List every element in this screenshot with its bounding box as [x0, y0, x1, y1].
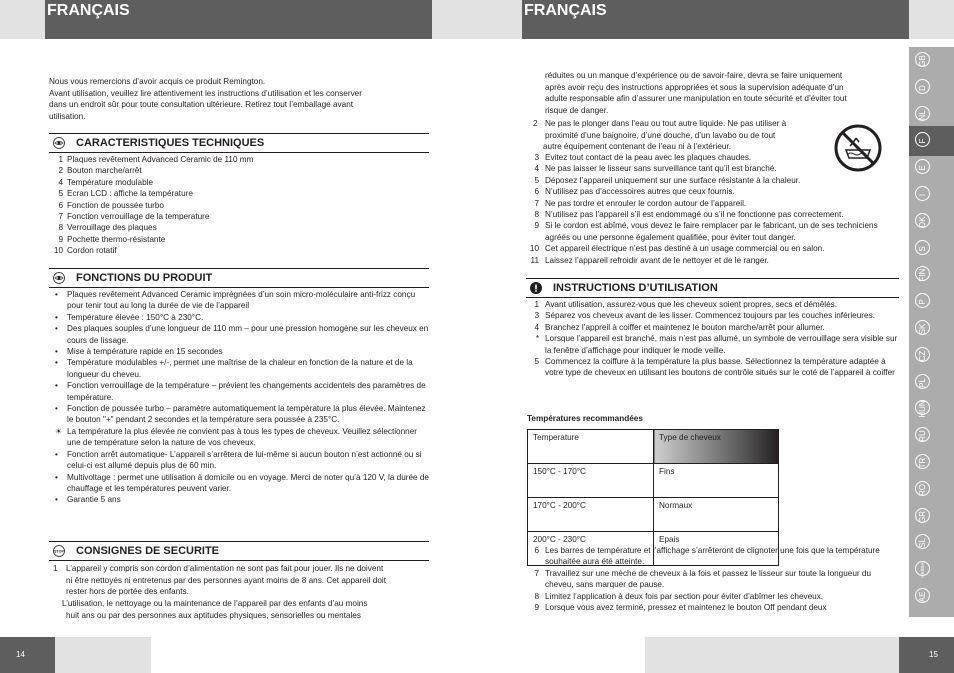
- spec-item: [49, 177, 429, 188]
- feature-item: [49, 312, 431, 323]
- instruction-item-text: Limitez l’application à deux fois par section pour éviter d’abîmer les cheveux.: [545, 591, 824, 601]
- bullet: •: [55, 404, 58, 414]
- safety-item: [527, 209, 887, 220]
- feature-item: [49, 346, 431, 357]
- header-bar-left: [0, 0, 477, 39]
- instruction-item-text: Travaillez sur une mèche de cheveux à la fois et passez le lisseur sur toute la longueur du cheveu, sans marquer de pause.: [545, 568, 872, 590]
- language-tab-label: DK: [918, 216, 927, 228]
- feature-item: [49, 323, 431, 346]
- safety-item-number: 8: [534, 210, 539, 220]
- language-tab-label: PL: [918, 377, 927, 388]
- spec-item: [49, 245, 429, 256]
- spec-item-text: Fonction verrouillage de la temperature: [67, 212, 210, 222]
- feature-item: [49, 472, 431, 495]
- instruction-item-text: Les barres de température et l’affichage s’arrêteront de clignoter une fois que la température souhaitée aura été atteinte.: [545, 546, 880, 567]
- safety-item-line: ni être nettoyés ni entretenus par des personnes ayant moins de 8 ans. Cet appareil doit: [66, 575, 386, 585]
- instruction-item: [527, 568, 899, 591]
- safety-item-number: 11: [530, 255, 539, 265]
- instruction-item-text: Lorsque vous avez terminé, pressez et maintenez le bouton Off pendant deux: [545, 603, 827, 613]
- language-tab-label: RU: [918, 430, 927, 442]
- instruction-item-text: Avant utilisation, assurez-vous que les cheveux soient propres, secs et démêlés.: [545, 300, 838, 309]
- instruction-item: [527, 545, 899, 568]
- instruction-item: [527, 333, 899, 356]
- instruction-item: [527, 299, 899, 310]
- feature-item-text: Fonction arrêt automatique- L’appareil s’arrêtera de lui-même si aucun bouton n’est actionné ou si celui-ci est allumé depuis plus de 60 min.: [67, 449, 422, 471]
- eye-icon: [53, 137, 65, 149]
- eye-icon: [53, 272, 65, 284]
- language-tab-label: FIN: [918, 268, 927, 282]
- language-tab-label: SL: [918, 538, 927, 549]
- temperature-cell: 170°C - 200°C: [528, 498, 654, 532]
- bullet: •: [55, 381, 58, 391]
- safety-item-line: rester hors de portée des enfants.: [66, 587, 189, 596]
- safety-continued-line: après avoir reçu des instructions appropriées et sous la supervision adéquate d’un: [545, 82, 844, 92]
- feature-item: [49, 289, 431, 312]
- page-title-left: FRANÇAIS: [45, 0, 432, 39]
- safety-item: [527, 198, 887, 209]
- instruction-item: [527, 356, 899, 379]
- language-tab-label: D: [918, 84, 927, 91]
- language-tab-label: SK: [918, 323, 927, 335]
- safety-continued-line: risque de danger.: [545, 105, 609, 115]
- language-tab-label: HUN: [918, 400, 927, 419]
- language-tab-fin[interactable]: [914, 264, 932, 286]
- language-tab-label: HR/BIH: [920, 562, 925, 578]
- intro-line: dans un endroit sûr pour toute consultation ultérieure. Retirez tout l’emballage avant: [49, 100, 354, 109]
- safety-item-number: 1: [53, 564, 58, 573]
- spec-item: [49, 188, 429, 199]
- safety-item: [527, 220, 887, 243]
- language-tab-hr-bih[interactable]: [914, 559, 932, 581]
- spec-item-number: 8: [58, 223, 63, 233]
- spec-item-number: 5: [58, 189, 63, 199]
- spec-item-number: 6: [58, 200, 63, 210]
- language-tab-label: P: [918, 299, 927, 305]
- language-tab-label: NL: [918, 109, 927, 120]
- header-bar-right: [477, 0, 954, 39]
- spec-item-text: Ecran LCD : affiche la température: [67, 189, 193, 199]
- spec-item-number: 1: [58, 155, 63, 164]
- section-safety-title: CONSIGNES DE SECURITE: [76, 545, 220, 557]
- language-tab-s[interactable]: [914, 238, 932, 260]
- bullet: •: [55, 312, 58, 322]
- language-tab-ro[interactable]: [914, 479, 932, 501]
- spec-item: [49, 222, 429, 233]
- spec-item-text: Cordon rotatif: [67, 246, 117, 256]
- bullet: •: [55, 358, 58, 368]
- language-tab-p[interactable]: [914, 291, 932, 313]
- temperature-cell: 200°C - 230°C: [528, 532, 654, 566]
- safety-item-number: 6: [534, 187, 539, 197]
- section-specs-header: [49, 133, 429, 153]
- instruction-item-number: 6: [534, 546, 539, 555]
- spec-item: [49, 154, 429, 165]
- instruction-item-number: 9: [534, 603, 539, 613]
- language-tab-label: S: [918, 245, 927, 252]
- specs-list: [49, 154, 429, 257]
- hair-type-cell: Fins: [654, 464, 779, 498]
- language-tab-label: I: [918, 193, 927, 197]
- instruction-item-text: Branchez l’appreil à coiffer et maintenez le bouton marche/arrêt pour allumer.: [545, 322, 825, 332]
- language-tab-pl[interactable]: [914, 372, 932, 394]
- instruction-item-number: 5: [534, 357, 539, 367]
- feature-item: [49, 357, 431, 380]
- feature-item-text: Des plaques souples d’une longueur de 110 mm – pour une pression homogène sur les cheveux en cours de lissage.: [67, 324, 429, 345]
- feature-item-text: Fonction de poussée turbo – paramètre automatiquement la température la plus élevée. Maintenez le bouton "+" pendant 2 secondes et la température sera poussée à 235°C.: [67, 404, 426, 425]
- language-tab-label: F: [918, 138, 927, 144]
- safety-continued-line: réduites ou un manque d’expérience ou de savoir-faire, devra se faire uniquement: [545, 71, 843, 80]
- feature-item: [49, 380, 431, 403]
- spec-item: [49, 234, 429, 245]
- spec-item-number: 7: [58, 212, 63, 222]
- language-tab-label: E: [918, 165, 927, 171]
- spec-item-text: Verrouillage des plaques: [67, 223, 157, 233]
- safety-item: [527, 255, 887, 266]
- language-tab-sl[interactable]: [914, 532, 932, 554]
- table-header-row: [528, 430, 779, 464]
- safety-item-number: 2: [533, 119, 538, 128]
- feature-item: [49, 426, 431, 449]
- instruction-item-number: 7: [534, 568, 539, 578]
- safety-item-number: 10: [529, 244, 539, 254]
- safety-item-line: autre équipement contenant de l’eau ni à l’extérieur.: [543, 142, 731, 151]
- safety-list: [527, 152, 887, 266]
- stop-icon: [53, 545, 65, 557]
- feature-item-text: Mise à température rapide en 15 secondes: [67, 347, 223, 357]
- section-safety-header: [49, 541, 429, 561]
- spec-item-text: Pochette thermo-résistante: [67, 234, 166, 244]
- bullet: •: [55, 290, 58, 299]
- safety-item: [527, 152, 887, 163]
- safety-item-text: N’utilisez pas l’appareil s’il est endommagé ou s’il ne fonctionne pas correctement.: [545, 210, 844, 220]
- spec-item-text: Fonction de poussée turbo: [67, 200, 164, 210]
- spec-item: [49, 165, 429, 176]
- feature-item-text: La température la plus élevée ne convient pas à tous les types de cheveux. Veuillez sélectionner une de température selon la nature de vos cheveux.: [67, 426, 418, 448]
- feature-item: [49, 449, 431, 472]
- page-title-right: FRANÇAIS: [522, 0, 909, 39]
- section-features-title: FONCTIONS DU PRODUIT: [76, 272, 213, 284]
- language-tab-label: TR: [918, 457, 927, 469]
- safety-item-line: L’appareil y compris son cordon d’alimentation ne sont pas fait pour jouer. Ils ne doivent: [66, 564, 384, 573]
- right-page: [477, 0, 954, 673]
- language-tab-dk[interactable]: [914, 211, 932, 233]
- instruction-item: [527, 322, 899, 333]
- page-number-left: 14: [0, 637, 55, 673]
- language-tab-gb[interactable]: [914, 50, 932, 72]
- safety-item-text: Evitez tout contact de la peau avec les plaques chaudes.: [545, 153, 752, 162]
- instruction-item-text: Séparez vos cheveux avant de les lisser. Commencez toujours par les couches inférieures.: [545, 311, 875, 321]
- page-number-right: 15: [899, 637, 954, 673]
- spec-item-number: 10: [53, 246, 63, 256]
- safety-item-number: 4: [534, 164, 539, 174]
- bullet: •: [55, 449, 58, 459]
- safety-item-line: proximité d’une baignoire, d’une douche, d’un lavabo ou de tout: [545, 130, 776, 140]
- safety-item: [527, 175, 887, 186]
- spec-item: [49, 200, 429, 211]
- table-header-hair-type: Type de cheveux: [654, 430, 779, 464]
- section-features-header: [49, 268, 429, 288]
- exclamation-icon: [530, 282, 542, 294]
- spec-item: [49, 211, 429, 222]
- safety-item-line: Ne pas le plonger dans l’eau ou tout autre liquide. Ne pas utiliser à: [545, 119, 787, 128]
- language-tab-label: AE: [918, 591, 927, 603]
- features-list: [49, 289, 431, 506]
- stop-icon-label: STOP: [54, 549, 64, 554]
- safety-item-text: Si le cordon est abîmé, vous devez le faire remplacer par le fabricant, un de ses techniciens agréés ou une personne également qualifiée, pour éviter tout danger.: [545, 221, 878, 242]
- feature-item-text: Température élevée : 150°C à 230°C.: [67, 312, 204, 322]
- language-tab-sk[interactable]: [914, 318, 932, 340]
- safety-paragraph-line: huit ans ou par des personnes aux aptitudes physiques, sensorielles ou mentales: [66, 610, 361, 620]
- safety-continued-line: adulte responsable afin d’assurer une manipulation en toute sécurité et d’éviter tout: [545, 94, 847, 103]
- language-tab-nl[interactable]: [914, 104, 932, 126]
- feature-item-text: Plaques revêtement Advanced Ceramic imprégnées d’un soin micro-moléculaire anti-frizz conçu pour tenir tout au long la durée de vie de l’appareil: [67, 290, 416, 311]
- bullet: •: [55, 347, 58, 357]
- instruction-item-number: 4: [534, 322, 539, 332]
- bullet: •: [55, 472, 58, 482]
- safety-item: [527, 163, 887, 174]
- spec-item-text: Plaques revêtement Advanced Ceramic de 110 mm: [67, 155, 254, 164]
- instruction-item-number: 1: [534, 300, 539, 309]
- hair-type-cell: Epais: [654, 532, 779, 566]
- safety-item: [527, 243, 887, 254]
- footer-bar-left: [0, 637, 151, 673]
- feature-item: [49, 494, 431, 505]
- language-tab-d[interactable]: [914, 77, 932, 99]
- intro-line: utilisation.: [49, 111, 86, 121]
- language-tab-label: CZ: [918, 350, 927, 362]
- feature-item-text: Fonction verrouillage de la température – prévient les changements accidentels des paramètres de température.: [67, 381, 426, 402]
- hair-type-cell: Normaux: [654, 498, 779, 532]
- safety-item-number: 5: [534, 175, 539, 185]
- safety-item-text: Déposez l’appareil uniquement sur une surface résistante à la chaleur.: [545, 175, 801, 185]
- language-tab-cz[interactable]: [914, 345, 932, 367]
- feature-item-text: Garantie 5 ans: [67, 495, 121, 505]
- table-row: [528, 464, 779, 498]
- sun-icon: ☀: [55, 426, 63, 436]
- safety-item: [527, 186, 887, 197]
- feature-item-text: Température modulables +/-, permet une maîtrise de la chaleur en fonction de la nature et de la longueur du cheveu.: [67, 358, 413, 379]
- language-tab-f[interactable]: [914, 130, 932, 152]
- language-tab-ru[interactable]: [914, 425, 932, 447]
- language-tab-hun[interactable]: [914, 398, 932, 420]
- instructions-list-continued: [527, 545, 899, 613]
- table-header-temperature: Temperature: [528, 430, 654, 464]
- spec-item-number: 4: [58, 177, 63, 187]
- safety-item-number: 3: [534, 153, 539, 162]
- safety-item-text: Cet appareil électrique n’est pas destiné à un usage commercial ou en salon.: [545, 244, 825, 254]
- language-tab-gr[interactable]: [914, 506, 932, 528]
- feature-item: [49, 403, 431, 426]
- spec-item-number: 9: [58, 234, 63, 244]
- instruction-item: [527, 310, 899, 321]
- temps-heading: Températures recommandées: [527, 414, 643, 423]
- safety-item-number: 9: [534, 221, 539, 231]
- language-tab-label: GR: [918, 510, 927, 523]
- language-tab-i[interactable]: [914, 184, 932, 206]
- instruction-item: [527, 591, 899, 602]
- safety-item-number: 7: [534, 198, 539, 208]
- safety-item-text: Ne pas tordre et enrouler le cordon autour de l’appareil.: [545, 198, 747, 208]
- spec-item-number: 2: [58, 166, 63, 176]
- bullet: •: [55, 495, 58, 505]
- bullet: •: [55, 324, 58, 334]
- safety-item-text: Laissez l’appareil refroidir avant de le nettoyer et de le ranger.: [545, 255, 769, 265]
- language-tab-label: RO: [918, 483, 927, 496]
- safety-item-text: Ne pas laisser le lisseur sans surveillance tant qu’il est branché.: [545, 164, 777, 174]
- instruction-item: [527, 602, 899, 613]
- intro-line: Nous vous remercions d’avoir acquis ce produit Remington.: [49, 77, 266, 86]
- spec-item-text: Bouton marche/arrêt: [67, 166, 142, 176]
- instruction-item-number: 8: [534, 591, 539, 601]
- language-tab-tr[interactable]: [914, 452, 932, 474]
- footer-bar-right: [645, 637, 954, 673]
- section-specs-title: CARACTERISTIQUES TECHNIQUES: [76, 137, 265, 149]
- safety-paragraph-line: L’utilisation, le nettoyage ou la maintenance de l’appareil par des enfants d’au moins: [62, 599, 368, 608]
- instruction-item-text: Commencez la coiffure à la température la plus basse. Sélectionnez la température adaptée à votre type de cheveux en utilisant les boutons de contrôle situés sur le coté de l’appareil à coiffer: [545, 357, 895, 378]
- language-tab-e[interactable]: [914, 157, 932, 179]
- intro-line: Avant utilisation, veuillez lire attentivement les instructions d’utilisation et les conserver: [49, 88, 362, 98]
- instruction-item-number: *: [535, 334, 539, 344]
- spec-item-text: Température modulable: [67, 177, 154, 187]
- table-row: [528, 498, 779, 532]
- language-tab-label: GB: [918, 55, 927, 67]
- language-tab-ae[interactable]: [914, 586, 932, 608]
- feature-item-text: Multivoltage : permet une utilisation à domicile ou en voyage. Merci de noter qu’à 120 V, la durée de chauffage et les températures peuvent varier.: [67, 472, 429, 493]
- section-instructions-title: INSTRUCTIONS D’UTILISATION: [553, 282, 718, 294]
- safety-item-text: N’utilisez pas d’accessoires autres que ceux fournis.: [545, 187, 735, 197]
- section-instructions-header: [526, 278, 899, 298]
- instructions-list: [527, 299, 899, 379]
- instruction-item-number: 3: [534, 311, 539, 321]
- instruction-item-text: Lorsque l’appareil est branché, mais n’est pas allumé, un symbole de verrouillage sera visible sur la fenêtre d’affichage pour indiquer le mode veille.: [545, 334, 898, 355]
- temperature-cell: 150°C - 170°C: [528, 464, 654, 498]
